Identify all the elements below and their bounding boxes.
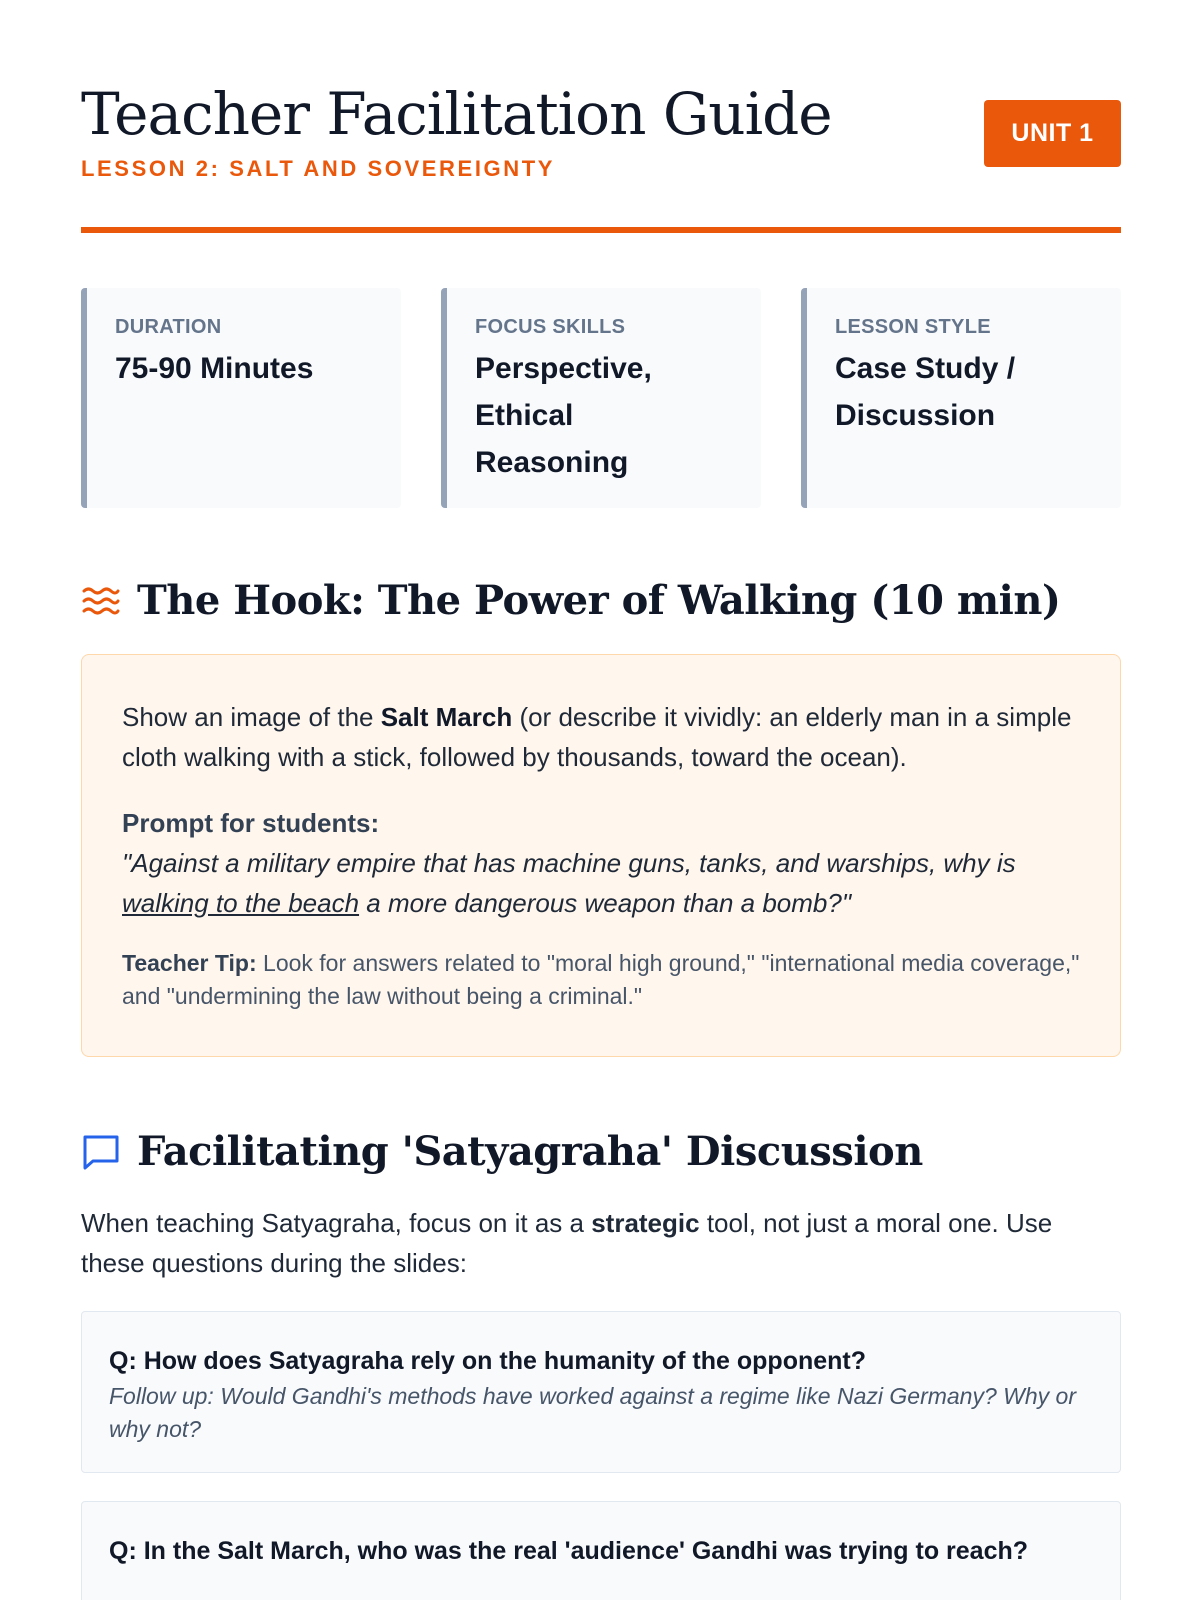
page-header — [81, 0, 1121, 234]
tip-text: Look for answers related to "moral high ground," "international media coverage," and "undermining the law without being a criminal." — [122, 950, 1080, 1009]
meta-value-line: Discussion — [835, 399, 996, 432]
discussion-intro — [81, 1203, 1121, 1283]
discussion-intro-text: When teaching Satyagraha, focus on it as a — [81, 1208, 592, 1238]
quote-underlined: walking to the beach — [122, 888, 360, 918]
lesson-meta-row — [81, 288, 1121, 508]
hook-callout — [81, 654, 1121, 1057]
prompt-quote — [122, 843, 1080, 923]
meta-value — [835, 345, 1121, 439]
question-text: Q: How does Satyagraha rely on the humanity of the opponent? — [109, 1347, 867, 1375]
unit-badge: UNIT 1 — [984, 100, 1121, 167]
waves-icon — [81, 581, 121, 621]
question-text: Q: In the Salt March, who was the real 'audience' Gandhi was trying to reach? — [109, 1537, 1029, 1565]
meta-value-line: Perspective, — [475, 352, 652, 385]
meta-card-lesson-style — [801, 288, 1121, 508]
meta-card-focus-skills — [441, 288, 761, 508]
quote-text: "Against a military empire that has machine guns, tanks, and warships, why is — [122, 848, 1016, 878]
meta-label: DURATION — [115, 316, 222, 338]
discussion-title: Facilitating 'Satyagraha' Discussion — [137, 1128, 923, 1175]
discussion-intro-text: tool, not just a moral one. Use these questions during the slides: — [81, 1208, 1053, 1278]
meta-value-line: Case Study / — [835, 352, 1016, 385]
hook-section-heading — [81, 577, 1060, 624]
tip-label: Teacher Tip: — [122, 950, 257, 976]
discussion-section-heading — [81, 1128, 923, 1175]
discussion-intro-bold: strategic — [591, 1208, 700, 1238]
meta-label: FOCUS SKILLS — [475, 316, 626, 338]
meta-card-duration — [81, 288, 401, 508]
meta-value-line: Reasoning — [475, 446, 629, 479]
question-card — [81, 1311, 1121, 1473]
meta-value-line: 75-90 Minutes — [115, 352, 314, 385]
prompt-label: Prompt for students: — [122, 808, 380, 838]
hook-intro-text: (or describe it vividly: an elderly man in a simple cloth walking with a stick, followed by thousands, toward the ocean). — [122, 702, 1072, 772]
teacher-tip — [122, 947, 1080, 1013]
header-divider — [81, 227, 1121, 233]
hook-intro — [122, 697, 1080, 777]
quote-text: a more dangerous weapon than a bomb?" — [359, 888, 852, 918]
page-title: Teacher Facilitation Guide — [81, 80, 832, 148]
meta-value-line: Ethical — [475, 399, 574, 432]
question-card — [81, 1501, 1121, 1600]
hook-intro-text: Show an image of the — [122, 702, 381, 732]
meta-value — [475, 345, 761, 486]
hook-intro-bold: Salt March — [380, 702, 513, 732]
meta-label: LESSON STYLE — [835, 316, 991, 338]
question-follow-up: Follow up: Would Gandhi's methods have worked against a regime like Nazi Germany? Why or why not? — [109, 1383, 1076, 1442]
hook-title: The Hook: The Power of Walking (10 min) — [137, 577, 1061, 624]
lesson-subtitle: LESSON 2: SALT AND SOVEREIGNTY — [81, 156, 556, 181]
chat-bubble-icon — [81, 1132, 121, 1172]
meta-value — [115, 345, 401, 392]
guide-page — [81, 0, 1121, 1565]
